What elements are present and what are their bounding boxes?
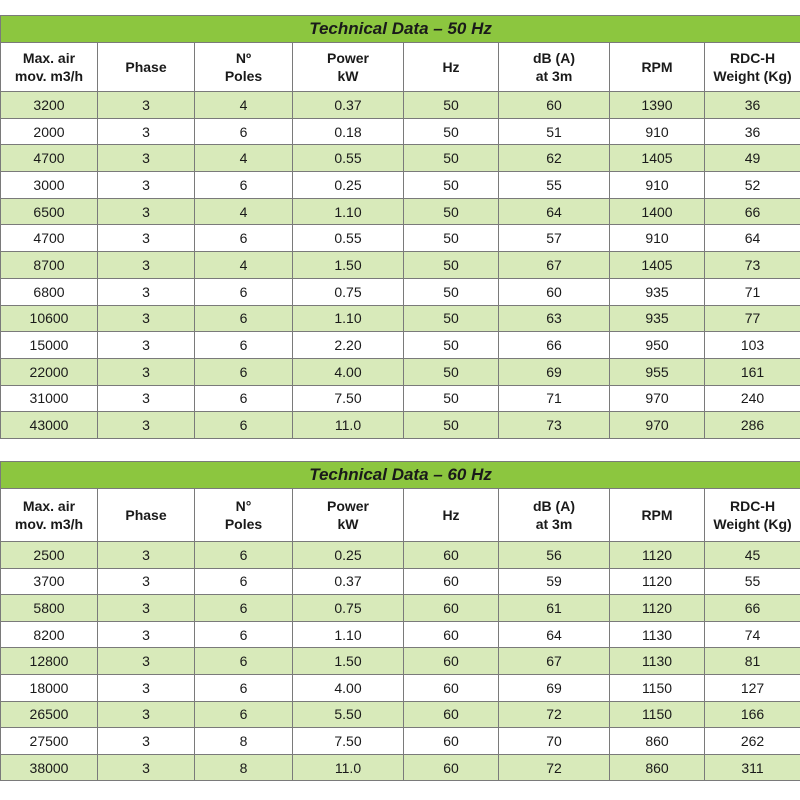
table-cell: 0.75 <box>293 278 404 305</box>
table-cell: 1400 <box>610 198 705 225</box>
table-row <box>1 118 800 145</box>
column-header-line: at 3m <box>535 68 573 84</box>
table-cell: 3 <box>98 542 195 569</box>
table-cell: 52 <box>705 172 800 199</box>
column-header <box>293 43 404 92</box>
table-body <box>1 92 800 439</box>
table-cell: 81 <box>705 648 800 675</box>
table-cell: 4.00 <box>293 358 404 385</box>
table-cell: 74 <box>705 621 800 648</box>
table-cell: 161 <box>705 358 800 385</box>
table-cell: 970 <box>610 412 705 439</box>
table-cell: 50 <box>404 305 499 332</box>
table-cell: 3 <box>98 754 195 781</box>
table-cell: 1130 <box>610 648 705 675</box>
column-header-line: Max. air <box>22 50 76 66</box>
table-cell: 64 <box>499 621 610 648</box>
table-cell: 3 <box>98 648 195 675</box>
table-cell: 860 <box>610 754 705 781</box>
table-cell: 8700 <box>1 252 98 279</box>
column-header-line: Power <box>326 498 369 514</box>
table-row <box>1 568 800 595</box>
column-header-line: Hz <box>442 507 460 523</box>
column-header <box>499 489 610 542</box>
table-cell: 50 <box>404 92 499 119</box>
table-row <box>1 621 800 648</box>
table-cell: 3 <box>98 674 195 701</box>
column-header <box>98 43 195 92</box>
table-row <box>1 728 800 755</box>
table-cell: 935 <box>610 278 705 305</box>
table-row <box>1 225 800 252</box>
table-cell: 60 <box>499 278 610 305</box>
header-row <box>1 43 800 92</box>
table-cell: 6 <box>195 412 293 439</box>
table-cell: 2000 <box>1 118 98 145</box>
column-header <box>98 489 195 542</box>
table-cell: 11.0 <box>293 412 404 439</box>
table-cell: 5800 <box>1 595 98 622</box>
table-row <box>1 595 800 622</box>
table-cell: 0.18 <box>293 118 404 145</box>
table-cell: 60 <box>499 92 610 119</box>
table-title: Technical Data – 50 Hz <box>1 16 800 43</box>
column-header <box>610 489 705 542</box>
table-cell: 1.50 <box>293 252 404 279</box>
table-cell: 50 <box>404 412 499 439</box>
table-cell: 6500 <box>1 198 98 225</box>
table-cell: 6 <box>195 332 293 359</box>
table-cell: 50 <box>404 385 499 412</box>
table-cell: 6 <box>195 118 293 145</box>
table-cell: 3 <box>98 358 195 385</box>
technical-data-50hz-table <box>0 15 800 439</box>
table-cell: 62 <box>499 145 610 172</box>
table-cell: 66 <box>705 198 800 225</box>
table-cell: 50 <box>404 358 499 385</box>
table-cell: 127 <box>705 674 800 701</box>
table-body <box>1 542 800 781</box>
column-header-line: at 3m <box>535 516 573 532</box>
table-cell: 1405 <box>610 145 705 172</box>
table-cell: 12800 <box>1 648 98 675</box>
table-cell: 69 <box>499 358 610 385</box>
table-cell: 1150 <box>610 701 705 728</box>
table-cell: 950 <box>610 332 705 359</box>
table-cell: 4 <box>195 252 293 279</box>
table-row <box>1 145 800 172</box>
table-cell: 8 <box>195 728 293 755</box>
table-row <box>1 278 800 305</box>
table-cell: 60 <box>404 568 499 595</box>
column-header-line: Poles <box>224 68 263 84</box>
table-cell: 15000 <box>1 332 98 359</box>
table-cell: 8200 <box>1 621 98 648</box>
column-header <box>195 489 293 542</box>
table-cell: 60 <box>404 701 499 728</box>
column-header-line: Hz <box>442 59 460 75</box>
table-cell: 3200 <box>1 92 98 119</box>
table-cell: 72 <box>499 754 610 781</box>
table-cell: 910 <box>610 225 705 252</box>
table-row <box>1 674 800 701</box>
table-cell: 4700 <box>1 145 98 172</box>
table-cell: 5.50 <box>293 701 404 728</box>
table-cell: 43000 <box>1 412 98 439</box>
column-header <box>1 43 98 92</box>
table-cell: 6 <box>195 542 293 569</box>
column-header-line: Max. air <box>22 498 76 514</box>
table-cell: 311 <box>705 754 800 781</box>
column-header-line: Weight (Kg) <box>713 516 792 532</box>
table-cell: 1405 <box>610 252 705 279</box>
table-cell: 18000 <box>1 674 98 701</box>
table-cell: 50 <box>404 332 499 359</box>
table-cell: 22000 <box>1 358 98 385</box>
table-cell: 60 <box>404 595 499 622</box>
table-cell: 6 <box>195 385 293 412</box>
table-cell: 6 <box>195 305 293 332</box>
table-cell: 1.50 <box>293 648 404 675</box>
table-cell: 4 <box>195 198 293 225</box>
table-cell: 3700 <box>1 568 98 595</box>
table-cell: 63 <box>499 305 610 332</box>
table-cell: 6 <box>195 278 293 305</box>
table-cell: 3 <box>98 728 195 755</box>
table-row <box>1 172 800 199</box>
table-cell: 60 <box>404 621 499 648</box>
table-cell: 2.20 <box>293 332 404 359</box>
column-header-line: Phase <box>125 507 167 523</box>
table-cell: 67 <box>499 252 610 279</box>
table-cell: 0.55 <box>293 225 404 252</box>
table-cell: 0.55 <box>293 145 404 172</box>
table-cell: 4 <box>195 145 293 172</box>
table-cell: 4700 <box>1 225 98 252</box>
table-row <box>1 412 800 439</box>
column-header <box>404 43 499 92</box>
table-row <box>1 198 800 225</box>
column-header-line: mov. m3/h <box>14 68 84 84</box>
table-cell: 11.0 <box>293 754 404 781</box>
table-cell: 77 <box>705 305 800 332</box>
table-cell: 3 <box>98 305 195 332</box>
column-header-line: kW <box>337 516 359 532</box>
column-header-line: kW <box>337 68 359 84</box>
table-cell: 970 <box>610 385 705 412</box>
table-cell: 6 <box>195 225 293 252</box>
table-row <box>1 542 800 569</box>
table-cell: 910 <box>610 172 705 199</box>
table-cell: 3 <box>98 385 195 412</box>
table-row <box>1 332 800 359</box>
table-cell: 36 <box>705 118 800 145</box>
column-header-line: Weight (Kg) <box>713 68 792 84</box>
table-cell: 3 <box>98 172 195 199</box>
table-cell: 1.10 <box>293 305 404 332</box>
table-cell: 27500 <box>1 728 98 755</box>
table-cell: 7.50 <box>293 385 404 412</box>
column-header-line: RPM <box>641 59 673 75</box>
column-header <box>499 43 610 92</box>
table-row <box>1 701 800 728</box>
table-cell: 3 <box>98 701 195 728</box>
table-cell: 1130 <box>610 621 705 648</box>
table-cell: 7.50 <box>293 728 404 755</box>
column-header <box>293 489 404 542</box>
table-cell: 49 <box>705 145 800 172</box>
table-cell: 61 <box>499 595 610 622</box>
table-cell: 955 <box>610 358 705 385</box>
table-cell: 1150 <box>610 674 705 701</box>
column-header-line: mov. m3/h <box>14 516 84 532</box>
table-cell: 36 <box>705 92 800 119</box>
table-cell: 240 <box>705 385 800 412</box>
table-cell: 3000 <box>1 172 98 199</box>
table-cell: 73 <box>499 412 610 439</box>
table-cell: 166 <box>705 701 800 728</box>
table-cell: 70 <box>499 728 610 755</box>
table-cell: 51 <box>499 118 610 145</box>
table-cell: 6 <box>195 674 293 701</box>
table-cell: 2500 <box>1 542 98 569</box>
table-cell: 3 <box>98 412 195 439</box>
column-header <box>1 489 98 542</box>
table-cell: 3 <box>98 198 195 225</box>
table-cell: 59 <box>499 568 610 595</box>
table-cell: 6 <box>195 568 293 595</box>
table-row <box>1 385 800 412</box>
table-cell: 60 <box>404 648 499 675</box>
table-cell: 56 <box>499 542 610 569</box>
table-cell: 6 <box>195 648 293 675</box>
table-cell: 60 <box>404 754 499 781</box>
table-cell: 31000 <box>1 385 98 412</box>
table-title: Technical Data – 60 Hz <box>1 462 800 489</box>
column-header <box>705 489 800 542</box>
table-cell: 3 <box>98 145 195 172</box>
table-cell: 66 <box>705 595 800 622</box>
column-header-line: RPM <box>641 507 673 523</box>
table-row <box>1 92 800 119</box>
table-row <box>1 754 800 781</box>
table-cell: 55 <box>499 172 610 199</box>
table-cell: 69 <box>499 674 610 701</box>
table-cell: 6800 <box>1 278 98 305</box>
column-header <box>610 43 705 92</box>
table-cell: 3 <box>98 118 195 145</box>
table-cell: 55 <box>705 568 800 595</box>
table-cell: 60 <box>404 674 499 701</box>
table-cell: 50 <box>404 198 499 225</box>
column-header <box>404 489 499 542</box>
table-cell: 45 <box>705 542 800 569</box>
table-cell: 38000 <box>1 754 98 781</box>
column-header <box>705 43 800 92</box>
column-header-line: Nº <box>235 50 252 66</box>
table-cell: 50 <box>404 118 499 145</box>
table-cell: 64 <box>705 225 800 252</box>
table-cell: 0.37 <box>293 92 404 119</box>
table-cell: 1390 <box>610 92 705 119</box>
table-cell: 6 <box>195 701 293 728</box>
table-cell: 3 <box>98 595 195 622</box>
table-cell: 3 <box>98 92 195 119</box>
header-row <box>1 489 800 542</box>
table-cell: 286 <box>705 412 800 439</box>
table-cell: 50 <box>404 145 499 172</box>
table-cell: 0.25 <box>293 542 404 569</box>
table-cell: 4 <box>195 92 293 119</box>
table-cell: 1120 <box>610 568 705 595</box>
table-cell: 0.37 <box>293 568 404 595</box>
table-cell: 3 <box>98 252 195 279</box>
table-cell: 57 <box>499 225 610 252</box>
table-cell: 3 <box>98 332 195 359</box>
table-cell: 1120 <box>610 542 705 569</box>
table-cell: 60 <box>404 728 499 755</box>
table-cell: 3 <box>98 621 195 648</box>
table-cell: 262 <box>705 728 800 755</box>
column-header-line: dB (A) <box>533 498 575 514</box>
table-cell: 1120 <box>610 595 705 622</box>
table-cell: 6 <box>195 358 293 385</box>
table-cell: 66 <box>499 332 610 359</box>
column-header-line: Power <box>326 50 369 66</box>
technical-data-60hz-table <box>0 461 800 781</box>
column-header-line: RDC-H <box>729 498 776 514</box>
table-row <box>1 648 800 675</box>
table-cell: 0.75 <box>293 595 404 622</box>
table-cell: 1.10 <box>293 621 404 648</box>
table-row <box>1 252 800 279</box>
table-cell: 6 <box>195 595 293 622</box>
table-row <box>1 305 800 332</box>
column-header-line: Poles <box>224 516 263 532</box>
table-cell: 1.10 <box>293 198 404 225</box>
table-cell: 8 <box>195 754 293 781</box>
table-cell: 50 <box>404 225 499 252</box>
table-cell: 71 <box>705 278 800 305</box>
table-cell: 0.25 <box>293 172 404 199</box>
column-header-line: RDC-H <box>729 50 776 66</box>
table-cell: 860 <box>610 728 705 755</box>
table-cell: 910 <box>610 118 705 145</box>
table-cell: 60 <box>404 542 499 569</box>
table-cell: 73 <box>705 252 800 279</box>
table-cell: 10600 <box>1 305 98 332</box>
table-cell: 72 <box>499 701 610 728</box>
table-cell: 6 <box>195 172 293 199</box>
table-row <box>1 358 800 385</box>
table-cell: 3 <box>98 278 195 305</box>
table-cell: 64 <box>499 198 610 225</box>
table-cell: 50 <box>404 252 499 279</box>
table-cell: 3 <box>98 225 195 252</box>
column-header-line: Phase <box>125 59 167 75</box>
table-cell: 103 <box>705 332 800 359</box>
column-header <box>195 43 293 92</box>
table-cell: 935 <box>610 305 705 332</box>
column-header-line: dB (A) <box>533 50 575 66</box>
table-cell: 67 <box>499 648 610 675</box>
table-cell: 71 <box>499 385 610 412</box>
table-cell: 26500 <box>1 701 98 728</box>
table-cell: 50 <box>404 172 499 199</box>
table-cell: 4.00 <box>293 674 404 701</box>
table-cell: 6 <box>195 621 293 648</box>
column-header-line: N° <box>235 498 252 514</box>
table-cell: 50 <box>404 278 499 305</box>
table-cell: 3 <box>98 568 195 595</box>
